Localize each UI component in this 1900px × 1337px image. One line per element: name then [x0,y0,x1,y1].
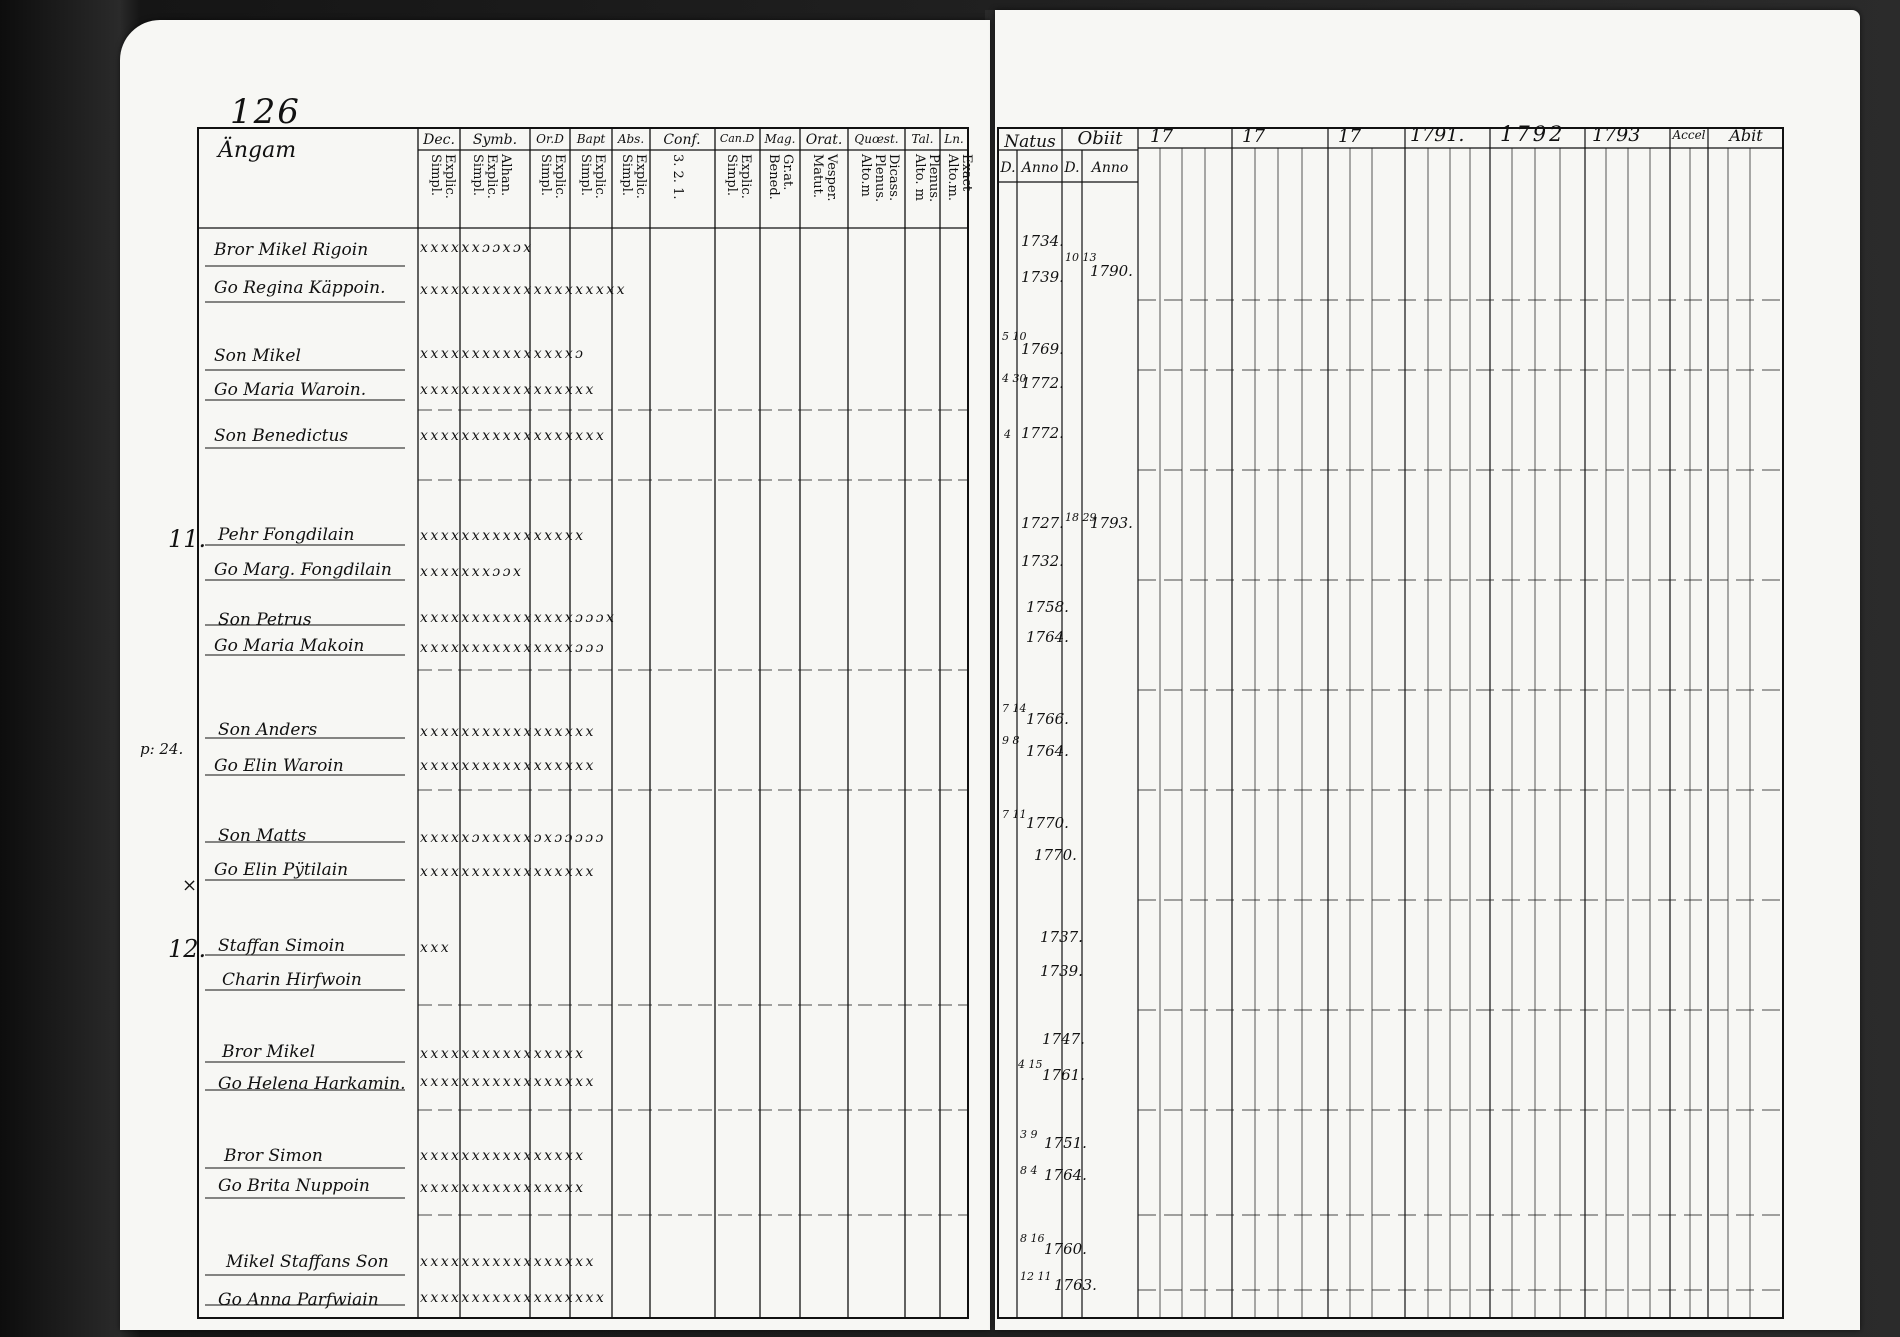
subheader-ln: Exact Alto.m. [945,154,974,201]
birth-day: 12 11 [1020,1270,1052,1283]
subheader-quaest: Dicass. Plenus. Alto.m [858,154,901,203]
header-mag: Mag. [764,132,796,146]
birth-year: 1739. [1021,268,1064,286]
birth-year: 1760. [1044,1240,1087,1258]
death-day: 18 29 [1065,511,1097,524]
person-name: Staffan Simoin [218,936,345,956]
header-obiit-d: D. [1064,160,1080,176]
header-year-3: 17 [1338,126,1361,147]
subheader-bapt: Explic. Simpl. [578,154,607,199]
birth-day: 8 16 [1020,1232,1045,1245]
person-name: Son Petrus [218,610,312,630]
header-year-1792: 1792 [1500,122,1566,146]
header-cand: Can.D [719,132,755,145]
person-name: Mikel Staffans Son [226,1252,389,1272]
birth-day: 5 10 [1002,330,1027,343]
header-ord: Or.D [536,132,564,146]
header-quaest: Quœst. [854,132,899,146]
birth-year: 1732. [1021,552,1064,570]
birth-year: 1772. [1021,424,1064,442]
header-year-2: 17 [1242,126,1265,147]
person-name: Son Anders [218,720,318,740]
examination-marks: x x x x x x x x x x x x x x x x x x x x [420,282,624,298]
birth-year: 1751. [1044,1134,1087,1152]
birth-year: 1763. [1054,1276,1097,1294]
margin-note-cross: × [182,875,198,896]
name-column-header: Ängam [218,138,297,163]
header-year-1791: 1791. [1410,124,1465,146]
birth-day: 7 11 [1002,808,1027,821]
death-year: 1790. [1090,262,1133,280]
birth-year: 1769. [1021,340,1064,358]
header-accel: Accel [1672,128,1706,142]
header-obiit: Obiit [1077,128,1123,149]
header-abs: Abs. [617,132,645,146]
birth-day: 3 9 [1020,1128,1038,1141]
examination-marks: x x x x x x x x x x x x x x x x x [420,382,593,398]
header-bapt: Bapt [576,132,606,146]
person-name: Pehr Fongdilain [218,525,355,545]
examination-marks: x x x [420,940,448,956]
examination-marks: x x x x x x x x x x x x x x x ɔ [420,346,583,362]
birth-year: 1764. [1026,628,1069,646]
subheader-conf: 3. 2. 1. [670,154,685,200]
birth-year: 1739. [1040,962,1083,980]
subheader-cand: Explic. Simpl. [724,154,753,199]
person-name: Bror Simon [224,1146,323,1166]
person-name: Bror Mikel Rigoin [214,240,369,260]
birth-year: 1747. [1042,1030,1085,1048]
header-abit: Abit [1729,126,1763,145]
header-natus: Natus [1004,132,1056,152]
examination-marks: x x x x x x x x x x x x x x x ɔ ɔ ɔ [420,640,603,656]
birth-year: 1764. [1026,742,1069,760]
birth-day: 4 [1004,428,1011,441]
household-number-11: 11. [168,525,207,553]
examination-marks: x x x x x x x x x x x x x x x x x [420,724,593,740]
person-name: Go Regina Käppoin. [214,278,386,298]
examination-marks: x x x x x x x x x x x x x x x x x x [420,1290,603,1306]
birth-day: 4 30 [1002,372,1027,385]
header-year-1793: 1793 [1592,124,1641,146]
examination-marks: x x x x x x x x x x x x x x x x x [420,1254,593,1270]
person-name: Go Brita Nuppoin [218,1176,370,1196]
header-orat: Orat. [805,132,843,148]
person-name: Go Anna Parfwiain [218,1290,379,1310]
header-obiit-anno: Anno [1091,160,1129,176]
subheader-orat: Vesper. Matut. [810,154,839,202]
subheader-dec: Explic. Simpl. [428,154,457,199]
subheader-tal: Plenus. Alto. m [912,154,941,203]
header-ln: Ln. [944,132,964,146]
person-name: Go Marg. Fongdilain [214,560,392,580]
examination-marks: x x x x x x x x x x x x x x x x [420,528,583,544]
birth-year: 1766. [1026,710,1069,728]
birth-day: 9 8 [1002,734,1020,747]
examination-marks: x x x x x x x x x x x x x x x x x [420,1074,593,1090]
person-name: Son Benedictus [214,426,349,446]
birth-year: 1758. [1026,598,1069,616]
subheader-ord: Explic. Simpl. [538,154,567,199]
examination-marks: x x x x x x ɔ ɔ x ɔ x [420,240,531,256]
examination-marks: x x x x x x x x x x x x x x x x x [420,864,593,880]
subheader-mag: Gr.at. Bened. [766,154,795,200]
person-name: Charin Hirfwoin [222,970,362,990]
birth-year: 1770. [1034,846,1077,864]
death-year: 1793. [1090,514,1133,532]
examination-marks: x x x x x x x x x x x x x x x ɔ ɔ ɔ x [420,610,613,626]
header-natus-d: D. [1000,160,1016,176]
birth-day: 7 14 [1002,702,1027,715]
person-name: Go Elin Waroin [214,756,344,776]
header-dec: Dec. [423,132,455,148]
birth-year: 1737. [1040,928,1083,946]
birth-year: 1770. [1026,814,1069,832]
header-conf: Conf. [663,132,701,148]
examination-marks: x x x x x x x x x x x x x x x x x [420,758,593,774]
birth-year: 1764. [1044,1166,1087,1184]
subheader-symb: Alhan. Explic. Simpl. [470,154,513,199]
examination-marks: x x x x x ɔ x x x x x ɔ x ɔ ɔ ɔ ɔ ɔ [420,830,603,846]
header-natus-anno: Anno [1021,160,1059,176]
person-name: Go Elin Pÿtilain [214,860,349,880]
birth-day: 4 15 [1018,1058,1043,1071]
examination-marks: x x x x x x x x x x x x x x x x [420,1180,583,1196]
header-symb: Symb. [472,132,518,148]
margin-note-page-ref: p: 24. [140,740,184,758]
subheader-abs: Explic. Simpl. [619,154,648,199]
person-name: Go Maria Makoin [214,636,365,656]
header-tal: Tal. [911,132,934,146]
birth-year: 1727. [1021,514,1064,532]
examination-marks: x x x x x x x x x x x x x x x x x x [420,428,603,444]
person-name: Son Mikel [214,346,301,366]
examination-marks: x x x x x x x x x x x x x x x x [420,1046,583,1062]
household-number-12: 12. [168,935,207,963]
birth-year: 1772. [1021,374,1064,392]
examination-marks: x x x x x x x x x x x x x x x x [420,1148,583,1164]
person-name: Go Maria Waroin. [214,380,367,400]
birth-year: 1761. [1042,1066,1085,1084]
person-name: Son Matts [218,826,307,846]
examination-marks: x x x x x x x ɔ ɔ x [420,564,520,580]
birth-day: 8 4 [1020,1164,1038,1177]
person-name: Go Helena Harkamin. [218,1074,406,1094]
death-day: 10 13 [1065,251,1097,264]
person-name: Bror Mikel [222,1042,316,1062]
header-year-1: 17 [1150,126,1173,147]
birth-year: 1734. [1021,232,1064,250]
page-number: 126 [230,92,301,132]
